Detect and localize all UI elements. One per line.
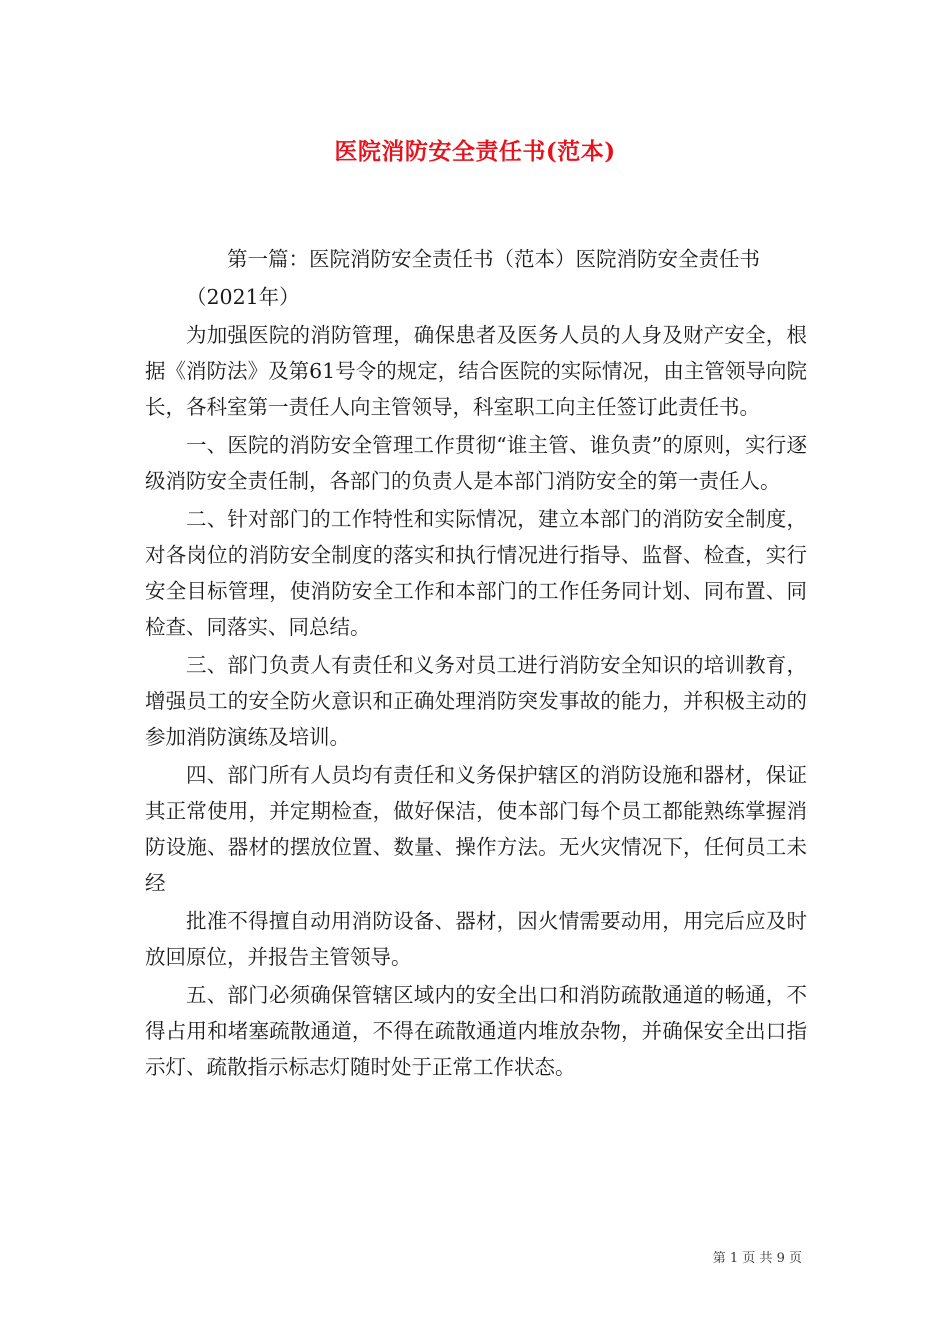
year-paragraph: （2021年） [186,285,300,309]
document-title: 医院消防安全责任书(范本) [334,138,616,165]
clause-4-continuation-paragraph: 批准不得擅自动用消防设备、器材，因火情需要动用，用完后应及时放回原位，并报告主管领导。 [145,909,807,969]
intro-paragraph: 为加强医院的消防管理，确保患者及医务人员的人身及财产安全，根据《消防法》及第61号令的规定，结合医院的实际情况，由主管领导向院长，各科室第一责任人向主管领导，科室职工向主任签订此责任书。 [145,323,807,419]
section-heading-paragraph: 第一篇：医院消防安全责任书（范本）医院消防安全责任书 [227,247,760,271]
clause-4-paragraph: 四、部门所有人员均有责任和义务保护辖区的消防设施和器材，保证其正常使用，并定期检查，做好保洁，使本部门每个员工都能熟练掌握消防设施、器材的摆放位置、数量、操作方法。无火灾情况下，任何员工未经 [145,763,807,895]
document-body [145,241,807,1087]
page-number: 第 1 页 共 9 页 [712,1251,802,1266]
clause-1-paragraph: 一、医院的消防安全管理工作贯彻“谁主管、谁负责”的原则，实行逐级消防安全责任制，各部门的负责人是本部门消防安全的第一责任人。 [145,433,807,493]
clause-5-paragraph: 五、部门必须确保管辖区域内的安全出口和消防疏散通道的畅通，不得占用和堵塞疏散通道，不得在疏散通道内堆放杂物，并确保安全出口指示灯、疏散指示标志灯随时处于正常工作状态。 [145,983,807,1079]
clause-2-paragraph: 二、针对部门的工作特性和实际情况，建立本部门的消防安全制度，对各岗位的消防安全制度的落实和执行情况进行指导、监督、检查，实行安全目标管理，使消防安全工作和本部门的工作任务同计划、同布置、同检查、同落实、同总结。 [145,507,807,639]
clause-3-paragraph: 三、部门负责人有责任和义务对员工进行消防安全知识的培训教育，增强员工的安全防火意识和正确处理消防突发事故的能力，并积极主动的参加消防演练及培训。 [145,653,807,749]
